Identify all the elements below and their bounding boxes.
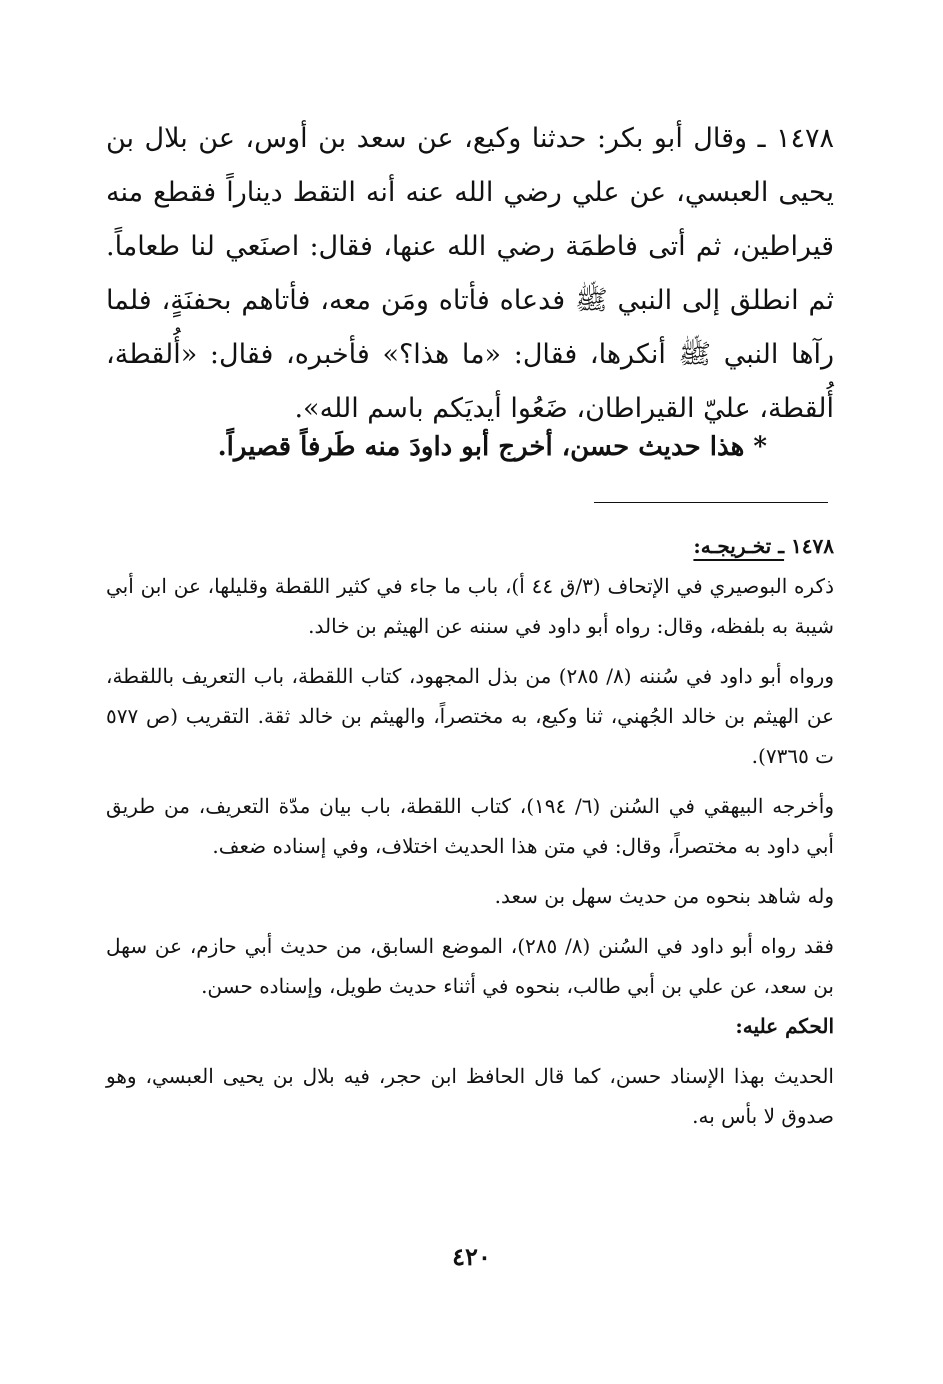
hadith-ruling: * هذا حديث حسن، أخرج أبو داودَ منه طَرفاً قصيراً. <box>217 432 767 462</box>
takhrij-paragraph: ذكره البوصيري في الإتحاف (٣/ق ٤٤ أ)، باب ما جاء في كثير اللقطة وقليلها، عن ابن أبي شيبة به بلفظه، وقال: رواه أبو داود في سننه عن الهيثم بن خالد. <box>106 574 834 638</box>
hadith-text: ـ وقال أبو بكر: حدثنا وكيع، عن سعد بن أوس، عن بلال بن يحيى العبسي، عن علي رضي الله عنه أنه التقط ديناراً فقطع منه قيراطين، ثم أتى فاطمَة رضي الله عنها، فقال: اصنَعي لنا طعاماً. ثم انطلق إلى النبي ﷺ فدعاه فأتاه ومَن معه، فأتاهم بحفنَةٍ، فلما رآها النبي ﷺ أنكرها، فقال: «ما هذا؟» فأخبره، فقال: «أُلقطة، أُلقطة، عليّ القيراطان، ضَعُوا أيديَكم باسم الله». <box>106 123 834 424</box>
takhrij-heading-title: ـ تخـريجـه: <box>693 534 785 558</box>
hadith-number: ١٤٧٨ <box>775 123 834 154</box>
takhrij-heading-number: ١٤٧٨ <box>791 534 834 558</box>
takhrij-heading <box>106 526 834 566</box>
takhrij-paragraph: وأخرجه البيهقي في السُنن (٦/ ١٩٤)، كتاب اللقطة، باب بيان مدّة التعريف، من طريق أبي داود به مختصراً، وقال: في متن هذا الحديث اختلاف، وفي إسناده ضعف. <box>106 794 835 858</box>
takhrij-paragraph: فقد رواه أبو داود في السُنن (٨/ ٢٨٥)، الموضع السابق، من حديث أبي حازم، عن سهل بن سعد، عن علي بن أبي طالب، بنحوه في أثناء حديث طويل، وإسناده حسن. <box>106 934 834 998</box>
takhrij-paragraph: وله شاهد بنحوه من حديث سهل بن سعد. <box>494 884 834 908</box>
hukm-paragraph: الحديث بهذا الإسناد حسن، كما قال الحافظ ابن حجر، فيه بلال بن يحيى العبسي، وهو صدوق لا بأس به. <box>106 1064 834 1128</box>
takhrij-section <box>106 526 834 1136</box>
hadith-block <box>106 112 834 436</box>
hadith-paragraph <box>106 112 834 436</box>
page-number: ٤٢٠ <box>452 1242 491 1271</box>
takhrij-paragraph: ورواه أبو داود في سُننه (٨/ ٢٨٥) من بذل المجهود، كتاب اللقطة، باب التعريف باللقطة، عن الهيثم بن خالد الجُهني، ثنا وكيع، به مختصراً، والهيثم بن خالد ثقة. التقريب (ص ٥٧٧ ت ٧٣٦٥). <box>106 664 834 768</box>
hukm-heading: الحكم عليه: <box>735 1014 834 1038</box>
footnote-divider <box>594 502 828 503</box>
